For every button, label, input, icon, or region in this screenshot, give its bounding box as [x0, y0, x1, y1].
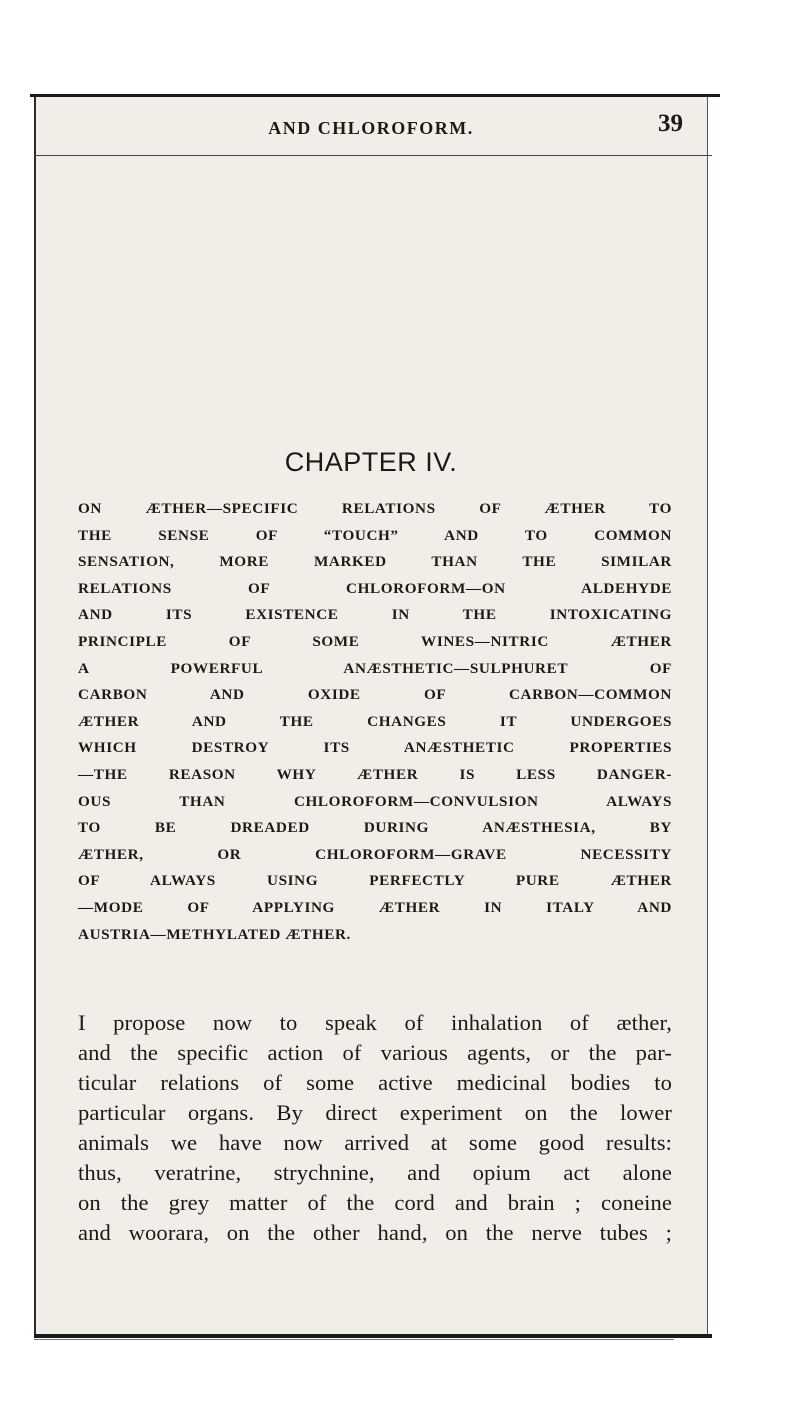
synopsis-line: A POWERFUL ANÆSTHETIC—SULPHURET OF — [78, 659, 672, 677]
body-line: particular organs. By direct experiment on the lower — [78, 1100, 672, 1125]
synopsis-line: ÆTHER AND THE CHANGES IT UNDERGOES — [78, 712, 672, 730]
running-title: AND CHLOROFORM. — [268, 118, 474, 138]
body-line: thus, veratrine, strychnine, and opium act alone — [78, 1160, 672, 1185]
body-paragraph — [78, 1008, 672, 1248]
page-number: 39 — [658, 110, 683, 137]
body-line: I propose now to speak of inhalation of æther, — [78, 1010, 672, 1035]
synopsis-line: —THE REASON WHY ÆTHER IS LESS DANGER- — [78, 765, 672, 783]
body-line: animals we have now arrived at some good results: — [78, 1130, 672, 1155]
synopsis-line: OF ALWAYS USING PERFECTLY PURE ÆTHER — [78, 872, 672, 890]
body-line: ticular relations of some active medicinal bodies to — [78, 1070, 672, 1095]
synopsis-line: PRINCIPLE OF SOME WINES—NITRIC ÆTHER — [78, 632, 672, 650]
synopsis-line: AND ITS EXISTENCE IN THE INTOXICATING — [78, 606, 672, 624]
header-rule — [34, 155, 712, 156]
synopsis-line: OUS THAN CHLOROFORM—CONVULSION ALWAYS — [78, 792, 672, 810]
synopsis-line: SENSATION, MORE MARKED THAN THE SIMILAR — [78, 553, 672, 571]
chapter-title: CHAPTER IV. — [284, 447, 458, 477]
bottom-border-rule — [34, 1334, 712, 1338]
synopsis-line: ÆTHER, OR CHLOROFORM—GRAVE NECESSITY — [78, 845, 672, 863]
body-line: and the specific action of various agents, or the par- — [78, 1040, 672, 1065]
body-line: and woorara, on the other hand, on the nerve tubes ; — [78, 1220, 672, 1245]
running-head — [34, 110, 708, 144]
synopsis-line: TO BE DREADED DURING ANÆSTHESIA, BY — [78, 819, 672, 837]
synopsis-line: RELATIONS OF CHLOROFORM—ON ALDEHYDE — [78, 579, 672, 597]
bottom-border-rule-thin — [34, 1339, 674, 1340]
synopsis-line: WHICH DESTROY ITS ANÆSTHETIC PROPERTIES — [78, 739, 672, 757]
synopsis-line: AUSTRIA—METHYLATED ÆTHER. — [78, 925, 351, 943]
synopsis-line: ON ÆTHER—SPECIFIC RELATIONS OF ÆTHER TO — [78, 500, 672, 517]
body-line: on the grey matter of the cord and brain ; coneine — [78, 1190, 672, 1215]
synopsis-line: —MODE OF APPLYING ÆTHER IN ITALY AND — [78, 898, 672, 916]
top-border-rule — [30, 94, 720, 97]
synopsis-line: THE SENSE OF “TOUCH” AND TO COMMON — [78, 526, 672, 544]
synopsis-line: CARBON AND OXIDE OF CARBON—COMMON — [78, 686, 672, 704]
chapter-synopsis — [78, 496, 672, 948]
